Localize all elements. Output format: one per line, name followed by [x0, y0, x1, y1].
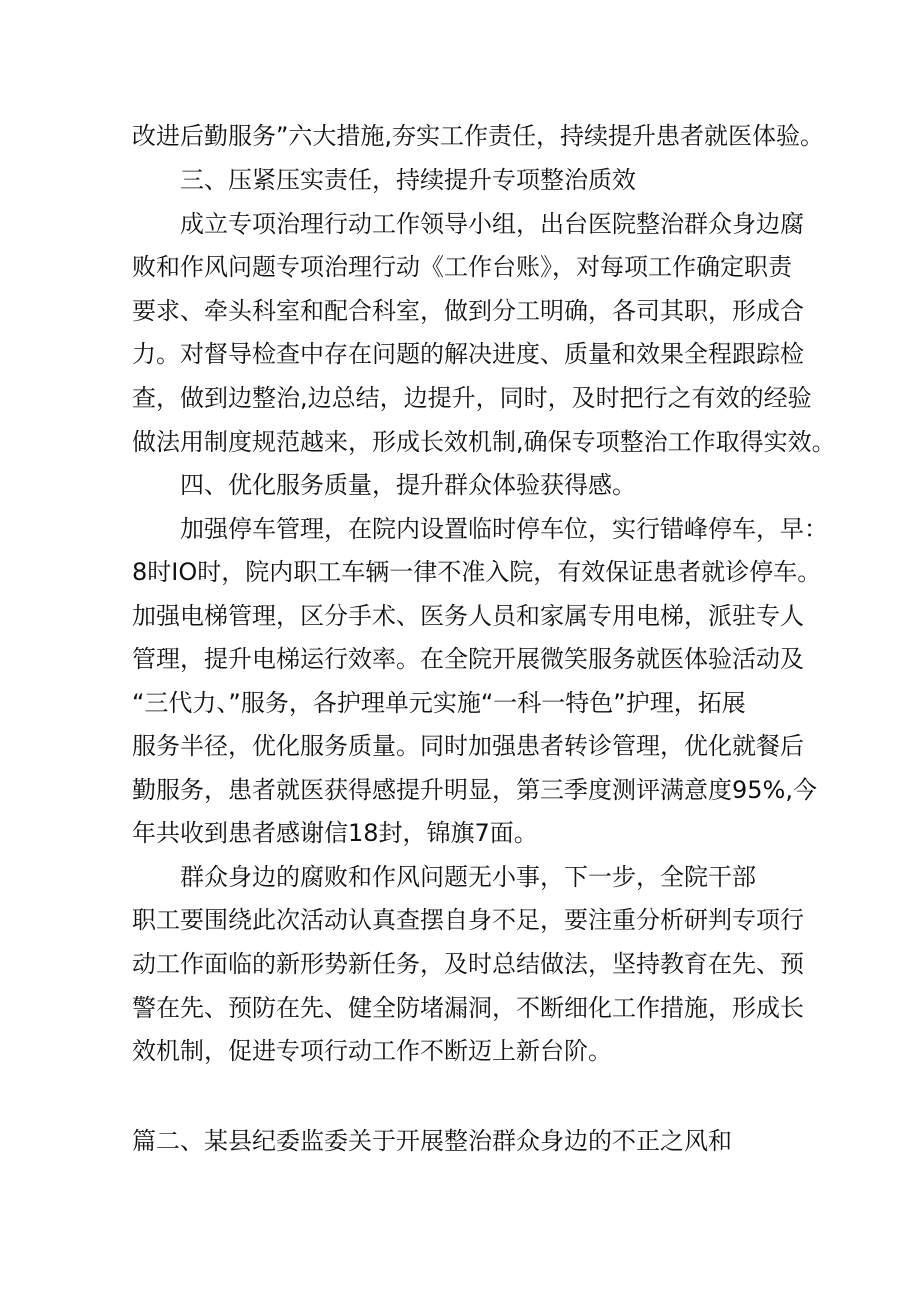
text-line: 动工作面临的新形势新任务，及时总结做法，坚持教育在先、预 — [132, 950, 804, 978]
text-line: 8时IO时，院内职工车辆一律不准入院，有效保证患者就诊停车。 — [132, 558, 822, 586]
text-line: 警在先、预防在先、健全防堵漏洞，不断细化工作措施，形成长 — [132, 994, 804, 1022]
text-line: 改进后勤服务”六大措施,夯实工作责任，持续提升患者就医体验。 — [132, 122, 825, 150]
text-line: 成立专项治理行动工作领导小组，出台医院整治群众身边腐 — [180, 210, 804, 238]
text-line: 查，做到边整治,边总结，边提升，同时，及时把行之有效的经验 — [132, 384, 812, 412]
text-line: 败和作风问题专项治理行动《工作台账》，对每项工作确定职责 — [132, 253, 792, 281]
text-line: 管理，提升电梯运行效率。在全院开展微笑服务就医体验活动及 — [132, 645, 804, 673]
text-line: 群众身边的腐败和作风问题无小事，下一步，全院干部 — [180, 863, 756, 891]
text-line: 力。对督导检查中存在问题的解决进度、质量和效果全程跟踪检 — [132, 340, 804, 368]
section-heading: 三、压紧压实责任，持续提升专项整治质效 — [180, 166, 636, 194]
article-title: 篇二、某县纪委监委关于开展整治群众身边的不正之风和 — [132, 1127, 732, 1155]
text-line: 效机制，促进专项行动工作不断迈上新台阶。 — [132, 1037, 612, 1065]
text-line: 职工要围绕此次活动认真查摆自身不足，要注重分析研判专项行 — [132, 906, 804, 934]
text-line: “三代力、”服务，各护理单元实施“一科一特色”护理，拓展 — [132, 689, 746, 717]
text-line: 加强停车管理，在院内设置临时停车位，实行错峰停车，早： — [180, 515, 828, 543]
text-line: 做法用制度规范越来，形成长效机制,确保专项整治工作取得实效。 — [132, 428, 836, 456]
section-heading: 四、优化服务质量，提升群众体验获得感。 — [180, 471, 636, 499]
text-line: 服务半径，优化服务质量。同时加强患者转诊管理，优化就餐后 — [132, 732, 804, 760]
text-line: 勤服务，患者就医获得感提升明显，第三季度测评满意度95%,今 — [132, 776, 817, 804]
text-line: 年共收到患者感谢信18封，锦旗7面。 — [132, 819, 538, 847]
text-line: 要求、牵头科室和配合科室，做到分工明确，各司其职，形成合 — [132, 297, 804, 325]
text-line: 加强电梯管理，区分手术、医务人员和家属专用电梯，派驻专人 — [132, 602, 804, 630]
